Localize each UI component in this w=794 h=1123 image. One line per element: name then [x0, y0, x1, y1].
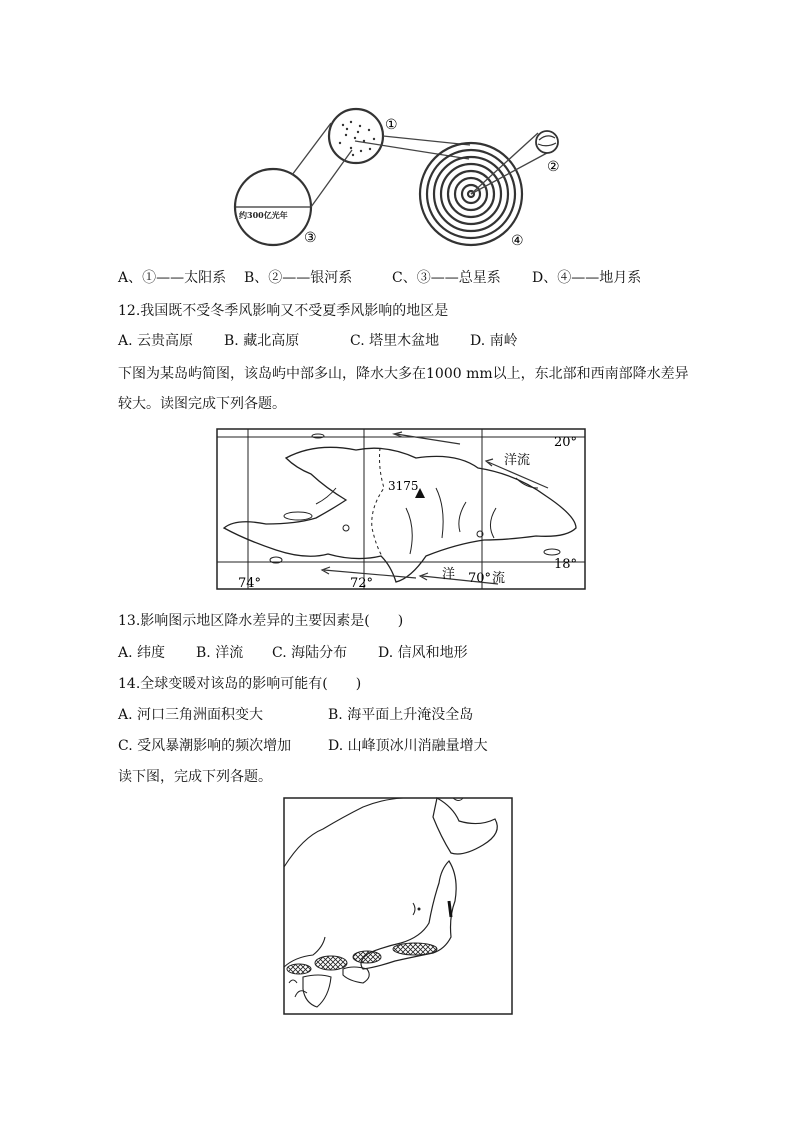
q13-option-a: A. 纬度 [118, 645, 166, 661]
industrial-zone-2 [315, 956, 347, 970]
industrial-zone-3 [353, 951, 381, 963]
universe-hierarchy-figure [225, 105, 570, 250]
distance-label: 约300亿光年 [239, 210, 288, 220]
q11-option-b: B、②——银河系 [244, 270, 353, 286]
intro3: 读下图，完成下列各题。 [118, 769, 272, 785]
q14-option-b: B. 海平面上升淹没全岛 [328, 707, 474, 723]
intro2-line2: 较大。读图完成下列各题。 [118, 396, 286, 412]
marker-2: ② [547, 159, 560, 175]
circle-2 [536, 131, 558, 153]
q12-stem: 12.我国既不受冬季风影响又不受夏季风影响的地区是 [118, 303, 449, 319]
q14-option-d: D. 山峰顶冰川消融量增大 [328, 738, 488, 754]
q13-option-d: D. 信风和地形 [378, 645, 468, 661]
marker-3: ③ [304, 230, 317, 246]
current-label-bottom-2: 流 [492, 571, 506, 586]
q13-stem: 13.影响图示地区降水差异的主要因素是( ) [118, 613, 404, 629]
lon-right-label: 70° [468, 571, 492, 586]
industrial-zone-1 [287, 964, 311, 974]
q12-option-b: B. 藏北高原 [224, 333, 300, 349]
lon-mid-label: 72° [350, 576, 374, 590]
q14-option-a: A. 河口三角洲面积变大 [118, 707, 264, 723]
q13-option-b: B. 洋流 [196, 645, 244, 661]
q13-option-c: C. 海陆分布 [272, 645, 348, 661]
current-label-top: 洋流 [504, 453, 531, 468]
q12-option-c: C. 塔里木盆地 [350, 333, 440, 349]
island-map [216, 428, 586, 590]
industrial-zone-4 [393, 943, 437, 955]
q11-option-a: A、①——太阳系 [118, 270, 227, 286]
marker-1: ① [385, 117, 398, 133]
lat-top-label: 20° [554, 435, 578, 450]
intro2-line1: 下图为某岛屿简图，该岛屿中部多山，降水大多在1000 mm以上，东北部和西南部降水差异 [118, 366, 689, 382]
q14-option-c: C. 受风暴潮影响的频次增加 [118, 738, 292, 754]
q12-option-a: A. 云贵高原 [118, 333, 194, 349]
q14-stem: 14.全球变暖对该岛的影响可能有( ) [118, 676, 362, 692]
q11-option-c: C、③——总星系 [392, 270, 501, 286]
circle-1 [329, 109, 383, 163]
q11-option-d: D、④——地月系 [532, 270, 642, 286]
peak-label: 3175 [388, 479, 419, 493]
marker-4: ④ [511, 233, 524, 249]
lat-bottom-label: 18° [554, 557, 578, 572]
japan-map [283, 797, 513, 1015]
current-label-bottom-1: 洋 [442, 567, 456, 582]
lon-left-label: 74° [238, 576, 262, 590]
q12-option-d: D. 南岭 [470, 333, 518, 349]
